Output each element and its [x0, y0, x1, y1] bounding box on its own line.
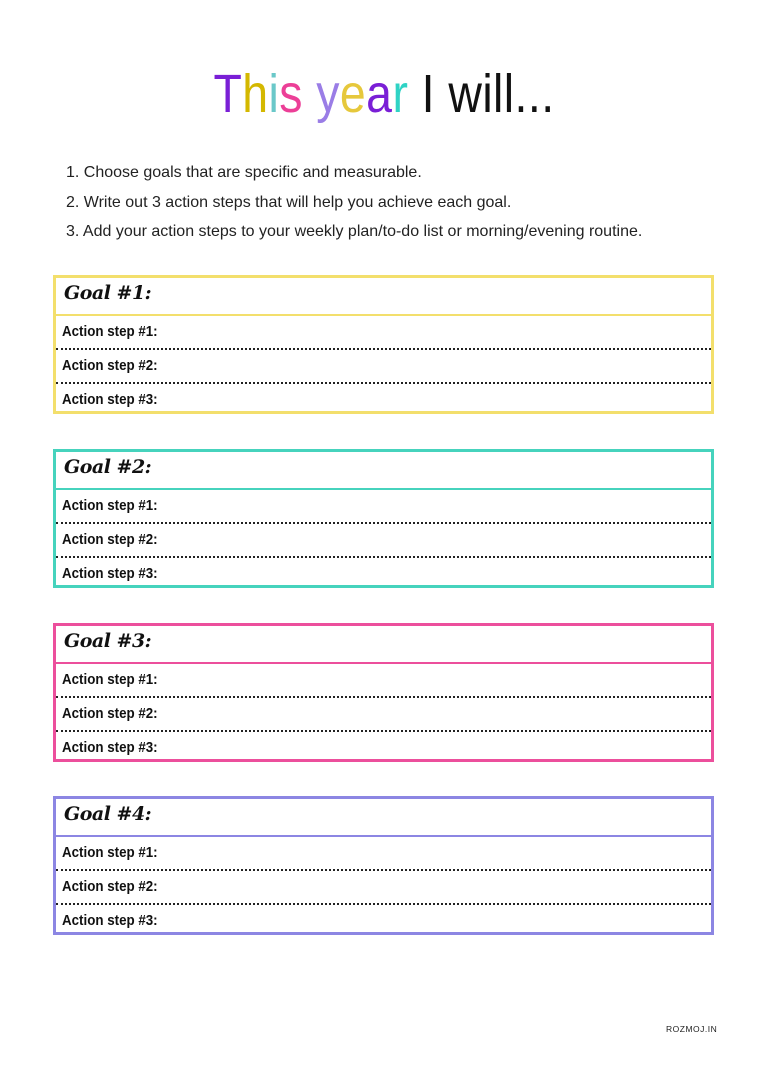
goal-box-2 [53, 449, 714, 588]
action-step-label: Action step #2: [62, 706, 158, 722]
title-part: e [339, 64, 367, 124]
goal-box-1 [53, 275, 714, 414]
action-step-row[interactable] [56, 350, 711, 384]
goal-box-3 [53, 623, 714, 762]
goal-label: Goal #3: [64, 630, 152, 652]
action-step-label: Action step #1: [62, 498, 158, 514]
action-step-row[interactable] [56, 384, 711, 418]
goal-header[interactable] [56, 799, 711, 837]
action-step-row[interactable] [56, 664, 711, 698]
goal-label: Goal #4: [64, 803, 152, 825]
goal-header[interactable] [56, 626, 711, 664]
instruction-item: 2. Write out 3 action steps that will help you achieve each goal. [66, 193, 512, 211]
title-part: s [279, 64, 317, 124]
title-part: a [366, 64, 393, 124]
action-step-label: Action step #2: [62, 879, 158, 895]
title-part: I will... [408, 64, 555, 124]
action-step-row[interactable] [56, 732, 711, 766]
action-step-label: Action step #3: [62, 740, 158, 756]
action-step-label: Action step #3: [62, 392, 158, 408]
goal-box-4 [53, 796, 714, 935]
action-step-row[interactable] [56, 871, 711, 905]
goal-label: Goal #1: [64, 282, 152, 304]
action-step-row[interactable] [56, 316, 711, 350]
action-step-row[interactable] [56, 490, 711, 524]
action-step-label: Action step #1: [62, 672, 158, 688]
action-step-row[interactable] [56, 698, 711, 732]
action-step-label: Action step #1: [62, 324, 158, 340]
action-step-label: Action step #1: [62, 845, 158, 861]
title-part: y [316, 64, 340, 124]
action-step-label: Action step #2: [62, 358, 158, 374]
title-part: h [242, 64, 269, 124]
instructions-list [66, 158, 726, 247]
goal-label: Goal #2: [64, 456, 152, 478]
instruction-item: 1. Choose goals that are specific and measurable. [66, 164, 422, 181]
action-step-label: Action step #3: [62, 566, 158, 582]
instruction-item: 3. Add your action steps to your weekly plan/to-do list or morning/evening routine. [66, 223, 643, 240]
footer-brand: ROZMOJ.IN [666, 1024, 718, 1034]
action-step-row[interactable] [56, 837, 711, 871]
title-part: i [268, 64, 280, 124]
action-step-row[interactable] [56, 905, 711, 939]
goal-header[interactable] [56, 278, 711, 316]
action-step-label: Action step #2: [62, 532, 158, 548]
title-part: r [392, 64, 409, 124]
page-title [54, 62, 714, 126]
action-step-row[interactable] [56, 558, 711, 592]
goal-header[interactable] [56, 452, 711, 490]
action-step-label: Action step #3: [62, 913, 158, 929]
action-step-row[interactable] [56, 524, 711, 558]
title-part: T [213, 64, 243, 124]
